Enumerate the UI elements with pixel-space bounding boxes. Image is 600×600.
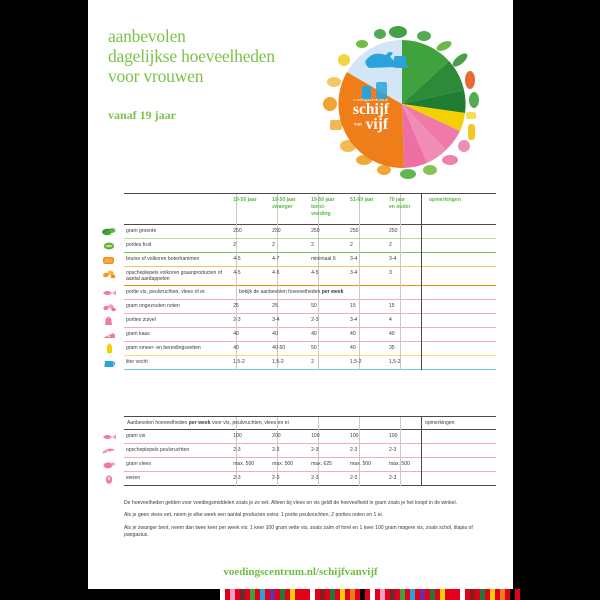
color-dot-strip	[0, 589, 600, 600]
row-value: 250	[350, 227, 359, 234]
row-value: 4-5	[311, 269, 319, 276]
row-label: porties zuivel	[126, 316, 156, 323]
nuts-icon	[100, 301, 120, 313]
row-value: minimaal 6	[311, 255, 336, 262]
row-separator	[124, 369, 496, 370]
table-row	[124, 472, 496, 485]
row-value: 40-50	[272, 344, 286, 351]
row-span-note: bekijk de aanbevolen hoeveelheden per week	[239, 288, 344, 295]
row-value: 50	[311, 344, 317, 351]
row-value: 40	[388, 330, 395, 337]
row-value: 2-3	[272, 446, 280, 453]
row-value: 2	[272, 241, 275, 248]
row-value: 4-5	[272, 269, 280, 276]
row-value: 100	[388, 432, 398, 439]
weekly-table-title-row	[124, 417, 496, 429]
logo-brand-line1: schijf	[352, 101, 390, 118]
row-value: 40	[350, 344, 356, 351]
row-label: gram vlees	[126, 460, 151, 467]
row-value: 4	[388, 316, 392, 323]
fish-icon	[100, 431, 120, 443]
legumes-icon	[100, 445, 120, 457]
wheel-icon	[320, 20, 485, 185]
table-row	[124, 253, 496, 266]
table-row	[124, 267, 496, 285]
table-row	[124, 300, 496, 313]
row-value: 50	[311, 302, 317, 309]
table-row	[124, 314, 496, 327]
row-value: 15	[388, 302, 395, 309]
logo-brand-van: van	[353, 122, 362, 128]
row-value: 1,5-2	[388, 358, 401, 365]
dairy-icon	[100, 315, 120, 327]
meat-icon	[100, 459, 120, 471]
row-value: 1,5-2	[272, 358, 284, 365]
row-value: 100	[233, 432, 242, 439]
footnotes	[124, 500, 496, 545]
col-header-19-50-zwanger: 19-50 jaar zwanger	[272, 197, 296, 211]
bread-icon	[100, 254, 120, 266]
table-row	[124, 430, 496, 443]
table-row	[124, 444, 496, 457]
row-value: 3	[388, 269, 392, 276]
page-title-line-1: aanbevolen	[108, 26, 186, 46]
table-row	[124, 286, 496, 299]
color-dot	[595, 589, 600, 600]
row-value: max. 500	[388, 460, 410, 467]
row-value: 4-5	[233, 255, 241, 262]
row-value: 100	[311, 432, 320, 439]
row-value: 2	[350, 241, 353, 248]
row-value: 2-3	[233, 316, 241, 323]
page-title-line-2: dagelijkse hoeveelheden	[108, 46, 275, 66]
row-value: 3-4	[350, 316, 358, 323]
weekly-amounts-table	[124, 416, 496, 486]
row-value: 40	[233, 344, 239, 351]
egg-icon	[100, 473, 120, 485]
table-row	[124, 458, 496, 471]
row-value: 2-3	[311, 316, 319, 323]
schijf-van-vijf-logo	[320, 20, 485, 185]
logo-brand-small: voedingscentrum.nl	[353, 98, 389, 102]
row-value: 2-3	[350, 446, 358, 453]
row-value: max. 500	[272, 460, 294, 467]
daily-table-body	[124, 193, 496, 370]
row-value: 1,5-2	[350, 358, 362, 365]
row-value: 250	[233, 227, 242, 234]
row-label: gram vis	[126, 432, 146, 439]
row-label: bruine of volkoren boterhammen	[126, 255, 200, 262]
col-header-51-69: 51-69 jaar	[350, 197, 374, 203]
footnote-2: Als je geen vlees eet, neem je elke week een aantal producten extra: 1 portie peulvruchten, 2 porties noten en 1 ei.	[124, 512, 384, 519]
fish-icon	[100, 287, 120, 299]
daily-table-header-row	[124, 194, 496, 224]
row-label: gram smeer- en bereidingsvetten	[126, 344, 201, 351]
row-value: 1,5-2	[233, 358, 245, 365]
page-title-line-3: voor vrouwen	[108, 66, 204, 86]
row-value: 250	[388, 227, 398, 234]
row-value: 3-4	[350, 269, 358, 276]
row-value: max. 500	[350, 460, 371, 467]
row-label: gram groente	[126, 227, 157, 234]
row-value: max. 500	[233, 460, 255, 467]
row-value: 250	[272, 227, 281, 234]
logo-brand-line2: vijf	[365, 116, 389, 133]
col-header-19-50-borstvoeding: 19-50 jaar borst- voeding	[311, 197, 335, 218]
document-page	[88, 0, 513, 600]
fruit-icon	[100, 240, 120, 252]
row-value: 3-4	[272, 316, 280, 323]
col-header-70-plus: 70 jaar en ouder	[388, 197, 411, 211]
weekly-table-rows	[124, 430, 496, 486]
row-value: 2	[388, 241, 392, 248]
col-header-opmerkingen: opmerkingen	[428, 197, 461, 203]
table-row	[124, 342, 496, 355]
row-value: 2	[233, 241, 237, 248]
row-value: 3-4	[388, 255, 397, 262]
row-value: 4-5	[233, 269, 241, 276]
daily-amounts-table	[124, 193, 496, 370]
row-value: 25	[272, 302, 278, 309]
row-label: portie vis, peulvruchten, vlees of ei:	[126, 288, 206, 295]
row-value: 25	[233, 302, 239, 309]
row-value: 40	[233, 330, 239, 337]
weekly-table-title: Aanbevolen hoeveelheden per week voor vis, peulvruchten, vlees en ei	[127, 419, 289, 426]
row-value: 250	[311, 227, 320, 234]
row-value: 2-3	[311, 474, 319, 481]
row-value: max. 625	[311, 460, 333, 467]
table-row	[124, 225, 496, 238]
daily-table-rows	[124, 225, 496, 370]
row-value: 2-3	[388, 446, 397, 453]
water-icon	[100, 357, 120, 369]
table-row	[124, 239, 496, 252]
row-value: 2-3	[350, 474, 358, 481]
row-value: 2-3	[233, 474, 241, 481]
row-value: 2	[311, 358, 314, 365]
vegetables-icon	[100, 226, 120, 238]
row-label: opscheplepels peulvruchten	[126, 446, 190, 453]
row-label: opscheplepels volkoren graanproducten of aantal aardappelen	[126, 269, 222, 282]
col-header-19-50: 19-50 jaar	[233, 197, 257, 203]
row-value: 40	[350, 330, 356, 337]
col-header-opmerkingen-week: opmerkingen	[425, 419, 455, 426]
footnote-1: De hoeveelheden gelden voor voedingsmiddelen zoals je ze eet. Alleen bij vlees en vis geldt de hoeveelheid in gram zoals je het koopt in de winkel.	[124, 500, 458, 506]
row-value: 2	[311, 241, 314, 248]
page-title	[108, 26, 323, 86]
row-separator	[124, 485, 496, 486]
spread-icon	[100, 343, 120, 355]
row-value: 2-3	[272, 474, 280, 481]
row-label: gram kaas	[126, 330, 150, 337]
row-value: 2-3	[388, 474, 397, 481]
row-value: 3-4	[350, 255, 358, 262]
row-value: 2-3	[311, 446, 319, 453]
table-row	[124, 356, 496, 369]
row-value: 100	[350, 432, 359, 439]
weekly-table-body	[124, 416, 496, 486]
footer-website-url[interactable]: voedingscentrum.nl/schijfvanvijf	[223, 566, 378, 578]
row-value: 2-3	[233, 446, 241, 453]
row-label: eieren	[126, 474, 141, 481]
row-value: 4-7	[272, 255, 280, 262]
cheese-icon	[100, 329, 120, 341]
page-subtitle: vanaf 19 jaar	[108, 108, 176, 122]
row-value: 40	[311, 330, 317, 337]
table-row	[124, 328, 496, 341]
row-value: 200	[272, 432, 281, 439]
footnote-3: Als je zwanger bent, neem dan twee keer per week vis: 1 keer 100 gram vette vis, zoals zalm of forel en 1 keer 100 gram magere vis, zoals schol, tilapia of pangasius.	[124, 524, 473, 539]
row-value: 35	[388, 344, 395, 351]
row-label: porties fruit	[126, 241, 152, 248]
row-value: 40	[272, 330, 278, 337]
potato-icon	[100, 268, 120, 280]
row-value: 15	[350, 302, 356, 309]
row-label: liter vocht	[126, 358, 148, 365]
row-label: gram ongezouten noten	[126, 302, 180, 309]
